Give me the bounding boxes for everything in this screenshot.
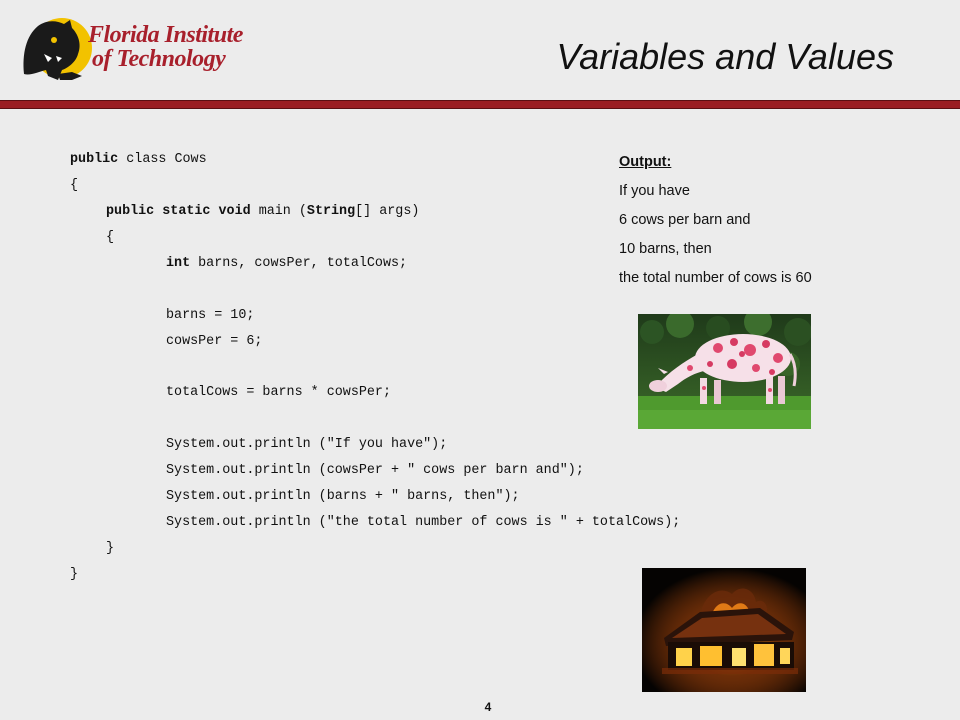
logo-line-2: of Technology xyxy=(92,46,226,72)
code-line-class: public class Cows xyxy=(70,152,207,167)
barn-photo xyxy=(642,568,806,692)
code-line-close-main: } xyxy=(106,541,115,556)
code-line-print-3: System.out.println (barns + " barns, then"); xyxy=(166,489,520,504)
code-line-print-1: System.out.println ("If you have"); xyxy=(166,437,448,452)
burning-barn-photo-icon xyxy=(642,568,806,692)
code-line-declare: int barns, cowsPer, totalCows; xyxy=(166,256,408,271)
code-line-total: totalCows = barns * cowsPer; xyxy=(166,385,391,400)
spotted-cow-photo-icon xyxy=(638,314,811,429)
logo-line-1: Florida Institute xyxy=(88,22,243,48)
code-line-close-class: } xyxy=(70,567,79,582)
output-heading: Output: xyxy=(619,154,672,170)
fit-logo xyxy=(18,14,258,84)
slide-title: Variables and Values xyxy=(556,36,894,77)
output-line: the total number of cows is 60 xyxy=(619,270,812,286)
output-line: 6 cows per barn and xyxy=(619,212,751,228)
code-line-main-brace: { xyxy=(106,230,115,245)
code-line-cowsper: cowsPer = 6; xyxy=(166,334,263,349)
output-line: 10 barns, then xyxy=(619,241,712,257)
title-divider xyxy=(0,100,960,109)
code-line-open-brace: { xyxy=(70,178,79,193)
code-line-print-4: System.out.println ("the total number of cows is " + totalCows); xyxy=(166,515,681,530)
code-line-print-2: System.out.println (cowsPer + " cows per barn and"); xyxy=(166,463,584,478)
cow-photo xyxy=(638,314,811,429)
code-line-main: public static void main (String[] args) xyxy=(106,204,420,219)
code-line-barns: barns = 10; xyxy=(166,308,255,323)
panther-logo-icon xyxy=(18,14,94,84)
page-number: 4 xyxy=(484,700,492,714)
output-line: If you have xyxy=(619,183,690,199)
